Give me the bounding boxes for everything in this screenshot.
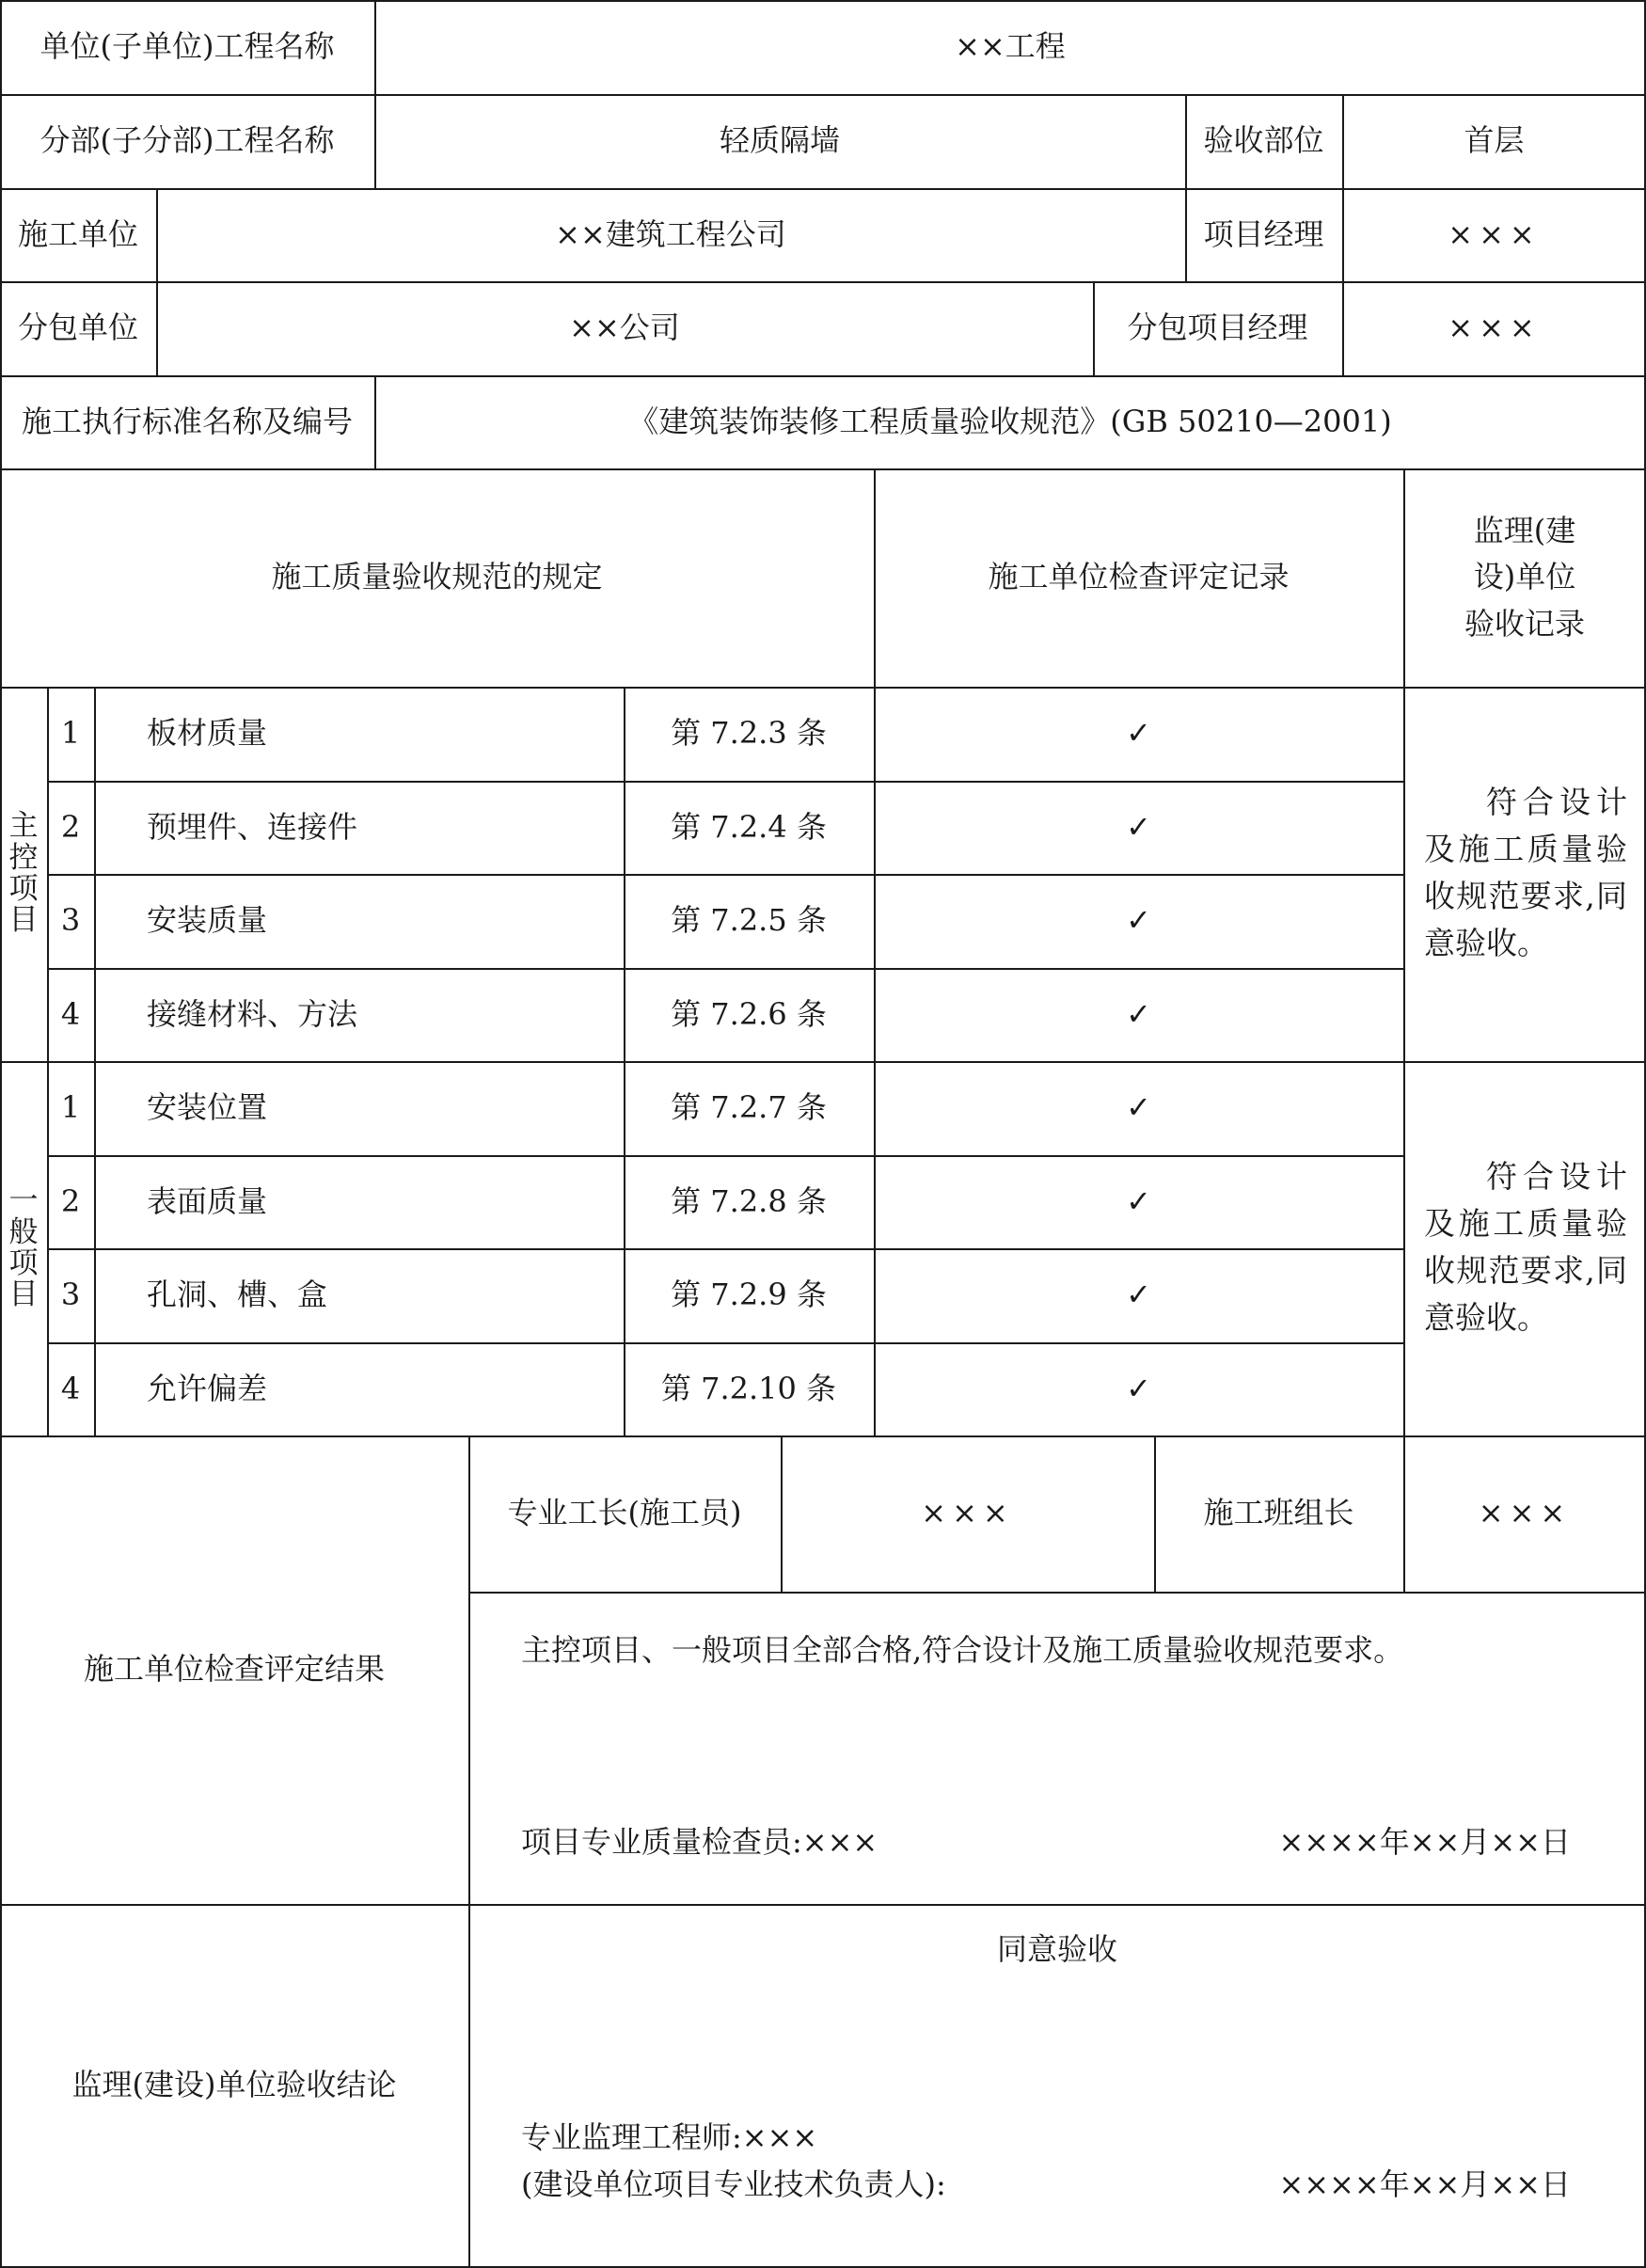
item-clause: 第 7.2.9 条 — [671, 1277, 827, 1313]
team-leader-label: 施工班组长 — [1203, 1495, 1354, 1531]
main-items-group-label — [0, 687, 47, 1061]
project-manager-label: 项目经理 — [1203, 215, 1324, 252]
group-label-char: 项 — [8, 1246, 39, 1280]
supervisor-header-line: 设)单位 — [1473, 559, 1576, 595]
row-number: 3 — [60, 1277, 81, 1313]
spec-column-header: 施工质量验收规范的规定 — [271, 559, 603, 595]
check-mark: ✓ — [1126, 1370, 1151, 1406]
general-items-group-label — [0, 1061, 47, 1435]
item-name: 预埋件、连接件 — [147, 808, 358, 845]
supervisor-conclusion-label: 监理(建设)单位验收结论 — [71, 2066, 397, 2102]
sub-project-label: 分部(子分部)工程名称 — [40, 122, 335, 159]
item-clause: 第 7.2.3 条 — [671, 715, 827, 752]
group-label-char: 项 — [8, 872, 39, 906]
project-manager-value: ××× — [1448, 215, 1541, 252]
row-number: 4 — [60, 995, 81, 1032]
item-clause: 第 7.2.5 条 — [671, 902, 827, 939]
subcontractor-value: ××公司 — [569, 309, 680, 346]
contractor-result-label: 施工单位检查评定结果 — [83, 1651, 385, 1688]
owner-representative: (建设单位项目专业技术负责人): — [521, 2166, 946, 2203]
acceptance-part-label: 验收部位 — [1203, 122, 1324, 159]
record-column-header: 施工单位检查评定记录 — [988, 559, 1290, 595]
group-label-char: 控 — [8, 840, 39, 875]
row-number: 2 — [60, 1182, 81, 1219]
item-name: 安装位置 — [147, 1089, 268, 1126]
quality-inspector: 项目专业质量检查员:××× — [521, 1824, 878, 1861]
check-mark: ✓ — [1126, 995, 1151, 1032]
group-label-char: 般 — [8, 1214, 39, 1249]
row-number: 1 — [60, 715, 81, 752]
row-number: 1 — [60, 1089, 81, 1126]
construction-unit-value: ××建筑工程公司 — [555, 215, 786, 252]
group-label-char: 目 — [8, 903, 39, 938]
conclusion-date: ××××年××月××日 — [1278, 2166, 1571, 2203]
construction-unit-label: 施工单位 — [17, 215, 138, 252]
item-name: 孔洞、槽、盒 — [147, 1277, 328, 1313]
item-clause: 第 7.2.6 条 — [671, 995, 827, 1032]
item-clause: 第 7.2.7 条 — [671, 1089, 827, 1126]
item-clause: 第 7.2.8 条 — [671, 1182, 827, 1219]
group-label-char: 目 — [8, 1277, 39, 1312]
item-name: 表面质量 — [147, 1182, 268, 1219]
item-clause: 第 7.2.10 条 — [660, 1370, 837, 1406]
row-number: 3 — [60, 902, 81, 939]
conclusion-statement: 同意验收 — [996, 1931, 1117, 1968]
supervisor-header-line: 监理(建 — [1473, 512, 1576, 548]
sub-project-value: 轻质隔墙 — [719, 122, 840, 159]
row-number: 4 — [60, 1370, 81, 1406]
check-mark: ✓ — [1126, 902, 1151, 939]
grid-line — [94, 687, 96, 1435]
acceptance-part-value: 首层 — [1464, 122, 1525, 159]
item-clause: 第 7.2.4 条 — [671, 808, 827, 845]
supervisor-column-header — [1403, 468, 1646, 687]
item-name: 允许偏差 — [147, 1370, 268, 1406]
general-items-supervisor-remark: 符合设计及施工质量验收规范要求,同意验收。 — [1424, 1158, 1627, 1336]
group-label-char: 一 — [8, 1183, 39, 1218]
standard-label: 施工执行标准名称及编号 — [21, 403, 353, 439]
check-mark: ✓ — [1126, 1089, 1151, 1126]
item-name: 接缝材料、方法 — [147, 995, 358, 1032]
result-date: ××××年××月××日 — [1278, 1824, 1571, 1861]
check-mark: ✓ — [1126, 808, 1151, 845]
result-statement: 主控项目、一般项目全部合格,符合设计及施工质量验收规范要求。 — [521, 1632, 1404, 1669]
item-name: 安装质量 — [147, 902, 268, 939]
sub-manager-value: ××× — [1448, 309, 1541, 346]
team-leader-value: ××× — [1478, 1495, 1572, 1531]
row-number: 2 — [60, 808, 81, 845]
foreman-value: ××× — [921, 1495, 1014, 1531]
foreman-label: 专业工长(施工员) — [507, 1495, 742, 1531]
grid-line — [468, 1592, 1646, 1594]
check-mark: ✓ — [1126, 1182, 1151, 1219]
check-mark: ✓ — [1126, 1277, 1151, 1313]
standard-value: 《建筑装饰装修工程质量验收规范》(GB 50210—2001) — [628, 403, 1392, 439]
subcontractor-label: 分包单位 — [17, 309, 138, 346]
item-name: 板材质量 — [147, 715, 268, 752]
unit-project-value: ××工程 — [955, 28, 1066, 65]
supervising-engineer: 专业监理工程师:××× — [521, 2119, 818, 2156]
unit-project-label: 单位(子单位)工程名称 — [40, 28, 335, 65]
supervisor-header-line: 验收记录 — [1464, 605, 1585, 642]
main-items-supervisor-remark: 符合设计及施工质量验收规范要求,同意验收。 — [1424, 784, 1627, 961]
group-label-char: 主 — [8, 809, 39, 844]
sub-manager-label: 分包项目经理 — [1127, 309, 1308, 346]
check-mark: ✓ — [1126, 715, 1151, 752]
